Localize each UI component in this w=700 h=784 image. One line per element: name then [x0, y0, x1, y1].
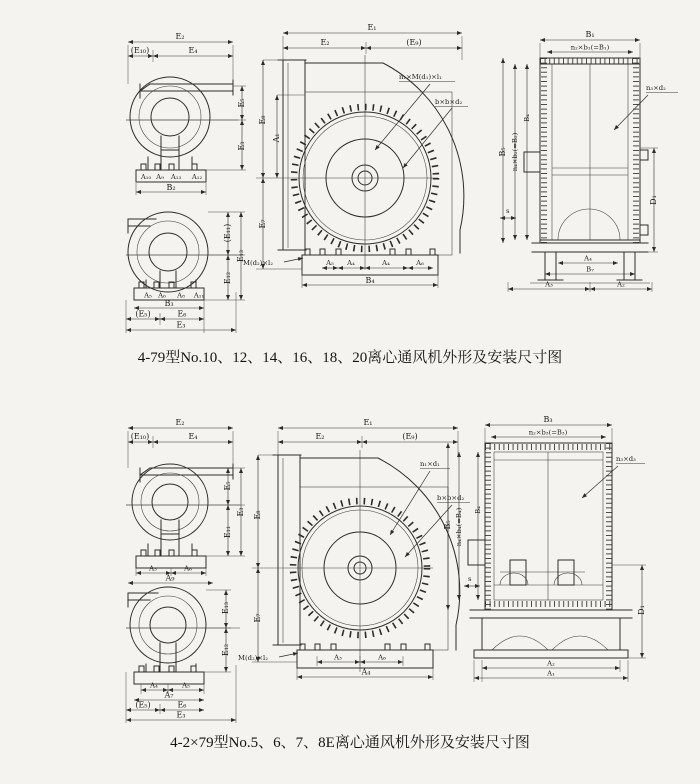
- f2a-right-lower-dim: E₁₁: [223, 525, 232, 539]
- f1c-top-overall-dim: E₁: [367, 23, 377, 32]
- f2b-right-inner-bottom-dim: E₁₂: [221, 643, 230, 657]
- f2a-right-upper-dim: E₅: [223, 481, 232, 491]
- f1d-left-inner-dim: B₄: [523, 114, 531, 122]
- f2c-top-overall-dim: E₁: [363, 418, 373, 427]
- f1d-hole-annotation: n₃×d₂: [646, 84, 666, 92]
- fig1-caption: 4-79型No.10、12、14、16、18、20离心通风机外形及安装尺寸图: [137, 350, 563, 366]
- f1c-foot-dim-1: A₄: [347, 259, 355, 267]
- f1a-foot-dim-0: A₁₀: [140, 173, 152, 181]
- fig2-front-top-view: [126, 418, 245, 583]
- f1a-base-width-dim: B₂: [166, 183, 176, 192]
- f2d-gap-dim: s: [468, 575, 472, 583]
- f2c-key-annotation: b×b×d₂: [437, 494, 465, 502]
- f1c-left-inner-dim: A₁: [272, 133, 281, 143]
- f1b-lower-overall-dim: E₃: [176, 320, 186, 330]
- f1a-top-seg-right-dim: E₄: [188, 46, 198, 55]
- f1b-right-inner-bottom-dim: E₁₂: [223, 271, 232, 285]
- f1c-top-seg-left-dim: E₂: [320, 38, 330, 47]
- f2a-base-width-dim: A₉: [165, 573, 175, 583]
- f2d-left-pitch-dim: n₄×b₄(=B₄): [455, 507, 463, 547]
- f1d-diameter-dim: D₁: [649, 195, 658, 205]
- f2a-right-outer-dim: E₃: [236, 507, 245, 517]
- f2d-top-pitch-dim: n₂×b₃(=B₃): [528, 428, 568, 437]
- f2a-top-overall-dim: E₂: [175, 418, 185, 427]
- f2a-foot-dim-1: A₆: [184, 564, 192, 573]
- f2b-lower-seg-right-dim: E₆: [177, 700, 187, 710]
- f1c-top-seg-right-dim: (E₉): [406, 38, 422, 47]
- f2b-foot-dim-0: A₄: [150, 681, 158, 690]
- f1d-left-pitch-dim: n₄×b₂(=B₂): [511, 132, 519, 172]
- f2a-top-seg-right-dim: E₄: [188, 432, 198, 441]
- f1b-right-outer-dim: E₁₃: [236, 249, 245, 263]
- f2d-diameter-dim: D₁: [637, 605, 646, 615]
- f2b-right-inner-top-dim: E₁₃: [221, 601, 230, 615]
- f1c-left-upper-dim: E₈: [258, 115, 267, 125]
- f1c-foundation-bolt-note: M(d₂)×l₂: [243, 259, 273, 267]
- f1a-foot-dim-2: A₁₃: [170, 173, 182, 181]
- f1d-bottom-mid-dim: B₇: [586, 265, 594, 274]
- f2b-lower-seg-left-dim: (E₅): [135, 700, 151, 710]
- f1a-right-lower-dim: E₃: [237, 141, 246, 151]
- fig1-rear-view: [498, 30, 678, 292]
- f2d-bottom-upper-dim: A₂: [547, 659, 555, 668]
- f2b-lower-overall-dim: E₃: [176, 710, 186, 720]
- f2c-foot-dim-1: A₆: [378, 653, 386, 662]
- f2a-foot-dim-0: A₃: [149, 564, 157, 573]
- f1c-key-annotation: b×b×d₂: [435, 98, 463, 106]
- f2c-base-width-dim: A₄: [361, 667, 371, 677]
- f2b-base-width-dim: A₇: [164, 690, 174, 700]
- f1c-foot-dim-2: A₄: [382, 259, 390, 267]
- f1a-top-seg-left-dim: (E₁₀): [130, 46, 150, 55]
- f1d-top-pitch-dim: n₂×b₁(=B₁): [570, 43, 610, 52]
- f2c-bolt-circle-annotation: n₁×d₁: [420, 460, 440, 468]
- f1b-foot-dim-2: A₈: [177, 291, 185, 300]
- f1b-foot-dim-0: A₅: [144, 291, 152, 300]
- f1d-gap-dim: s: [506, 207, 510, 215]
- f1c-foot-dim-0: A₅: [326, 259, 334, 267]
- f1b-foot-dim-3: A₁₁: [193, 291, 205, 300]
- f1d-top-overall-dim: B₁: [585, 30, 595, 39]
- f2c-top-seg-left-dim: E₂: [315, 432, 325, 441]
- f1a-top-overall-dim: E₂: [175, 32, 185, 41]
- f1d-bottom-left-dim: A₃: [545, 280, 553, 289]
- f2c-foot-dim-0: A₃: [334, 653, 342, 662]
- fig2-side-view: [238, 418, 470, 680]
- fig2-rear-view: [443, 415, 646, 682]
- f2d-left-inner-dim: B₄: [474, 506, 482, 514]
- f2c-left-lower-dim: E₇: [253, 613, 262, 623]
- f1a-foot-dim-3: A₁₂: [191, 173, 203, 181]
- f2c-left-upper-dim: E₈: [253, 510, 262, 520]
- f1a-right-upper-dim: E₅: [237, 98, 246, 108]
- f1b-right-inner-top-dim: (E₁₁): [223, 223, 232, 243]
- f1b-base-width-dim: B₃: [164, 299, 174, 308]
- f2d-top-overall-dim: B₃: [543, 415, 553, 424]
- f1d-left-outer-dim: B₅: [498, 147, 507, 157]
- f1c-foot-dim-3: A₆: [416, 259, 424, 267]
- fig1-side-view: [243, 23, 468, 288]
- fig1-front-bottom-view: [126, 212, 245, 333]
- f1d-bottom-inner-dim: A₄: [584, 254, 592, 263]
- f2a-top-seg-left-dim: (E₁₀): [130, 432, 150, 441]
- f2d-hole-annotation: n₃×d₃: [616, 455, 636, 463]
- f2c-foundation-bolt-note: M(d₂)×l₂: [238, 654, 268, 662]
- f1c-left-lower-dim: E₇: [258, 219, 267, 229]
- f1a-foot-dim-1: A₉: [156, 173, 164, 181]
- f2d-left-outer-dim: B₅: [443, 520, 452, 530]
- fig1-front-top-view: [126, 32, 246, 195]
- fig2-caption: 4-2×79型No.5、6、7、8E离心通风机外形及安装尺寸图: [170, 735, 530, 751]
- f1c-base-width-dim: B₄: [365, 276, 375, 285]
- f1b-lower-seg-left-dim: (E₅): [135, 309, 151, 319]
- f2d-bottom-lower-dim: A₁: [547, 669, 555, 678]
- f2b-foot-dim-1: A₅: [182, 681, 190, 690]
- f1c-bolt-circle-annotation: n₁×M(d₁)×l₁: [399, 73, 442, 81]
- f2c-top-seg-right-dim: (E₉): [402, 432, 418, 441]
- f1b-foot-dim-1: A₆: [158, 291, 166, 300]
- fig2-front-bottom-view: [126, 587, 240, 723]
- f1b-lower-seg-right-dim: E₆: [177, 309, 187, 319]
- f1d-bottom-right-dim: A₂: [617, 280, 625, 289]
